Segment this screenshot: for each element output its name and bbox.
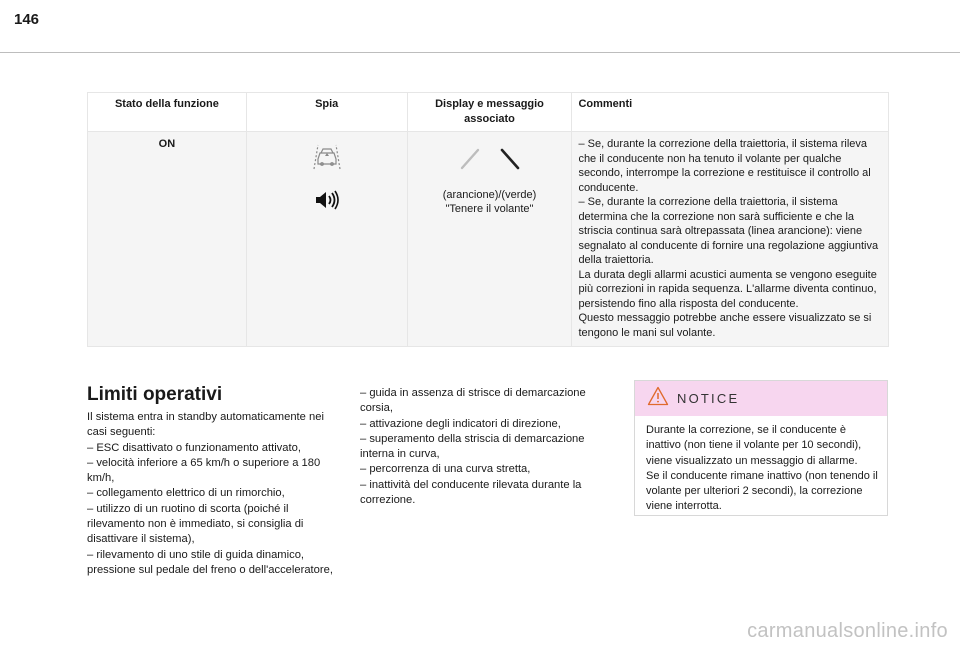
cell-display — [407, 132, 572, 347]
top-divider — [0, 52, 960, 53]
notice-box — [634, 380, 888, 516]
cell-state: ON — [88, 132, 247, 347]
green-line-icon — [499, 147, 521, 176]
limits-column-2 — [360, 386, 612, 508]
header-display: Display e messaggio associato — [407, 93, 572, 132]
list-item: – utilizzo di un ruotino di scorta (poiché il rilevamento non è immediato, si consiglia di disattivare il sistema), — [87, 502, 304, 546]
display-caption-colors: (arancione)/(verde) — [442, 188, 537, 201]
watermark: carmanualsonline.info — [747, 620, 948, 642]
comment-line: – Se, durante la correzione della traiettoria, il sistema rileva che il conducente non ha tenuto il volante per qualche secondo, interrompe la correzione e restituisce il controllo al conducente. — [578, 138, 871, 194]
list-item: – superamento della striscia di demarcazione interna in curva, — [360, 432, 585, 461]
list-item: – guida in assenza di strisce di demarcazione corsia, — [360, 387, 586, 415]
cell-comments — [572, 132, 889, 347]
cell-indicator — [246, 132, 407, 347]
orange-line-icon — [459, 147, 481, 176]
list-item: – inattività del conducente rilevata durante la correzione. — [360, 478, 582, 507]
header-comments: Commenti — [572, 93, 889, 132]
page-number: 146 — [14, 11, 40, 28]
function-status-table — [87, 92, 889, 347]
notice-title: NOTICE — [677, 391, 740, 406]
list-item: – rilevamento di uno stile di guida dinamico, pressione sul pedale del freno o dell'acceleratore, — [87, 548, 333, 576]
comment-line: La durata degli allarmi acustici aumenta se vengono eseguite più correzioni in rapida sequenza. L'allarme diventa continuo, persistendo fino alla risposta del conducente. — [578, 268, 877, 310]
notice-text: Durante la correzione, se il conducente è inattivo (non tiene il volante per 10 secondi), viene visualizzato un messaggio di allarme. — [646, 424, 862, 467]
limits-column-1 — [87, 410, 337, 578]
header-state: Stato della funzione — [88, 93, 247, 132]
list-item: – ESC disattivato o funzionamento attivato, — [87, 441, 301, 454]
warning-triangle-icon — [647, 386, 669, 411]
section-intro: Il sistema entra in standby automaticamente nei casi seguenti: — [87, 411, 324, 439]
notice-text: Se il conducente rimane inattivo (non tenendo il volante per ulteriori 2 secondi), la correzione viene interrotta. — [646, 469, 878, 513]
comment-line: – Se, durante la correzione della traiettoria, il sistema determina che la correzione non sarà sufficiente e che la striscia continua sarà oltrepassata (linea arancione): viene segnalato al conducente di fornire una regolazione aggiuntiva della traiettoria. — [578, 196, 879, 266]
comment-line: Questo messaggio potrebbe anche essere visualizzato se si tengono le mani sul volante. — [578, 312, 872, 339]
list-item: – attivazione degli indicatori di direzione, — [360, 417, 561, 430]
list-item: – collegamento elettrico di un rimorchio, — [87, 487, 285, 500]
display-caption-message: "Tenere il volante" — [445, 203, 534, 215]
list-item: – velocità inferiore a 65 km/h o superiore a 180 km/h, — [87, 456, 321, 485]
section-title: Limiti operativi — [87, 384, 223, 405]
header-indicator: Spia — [246, 93, 407, 132]
table-header-row — [88, 93, 889, 132]
list-item: – percorrenza di una curva stretta, — [360, 463, 531, 476]
lane-keep-assist-icon — [310, 141, 344, 176]
notice-header — [635, 381, 887, 416]
notice-body — [635, 416, 887, 515]
speaker-sound-icon — [314, 190, 340, 215]
table-row — [88, 132, 889, 347]
